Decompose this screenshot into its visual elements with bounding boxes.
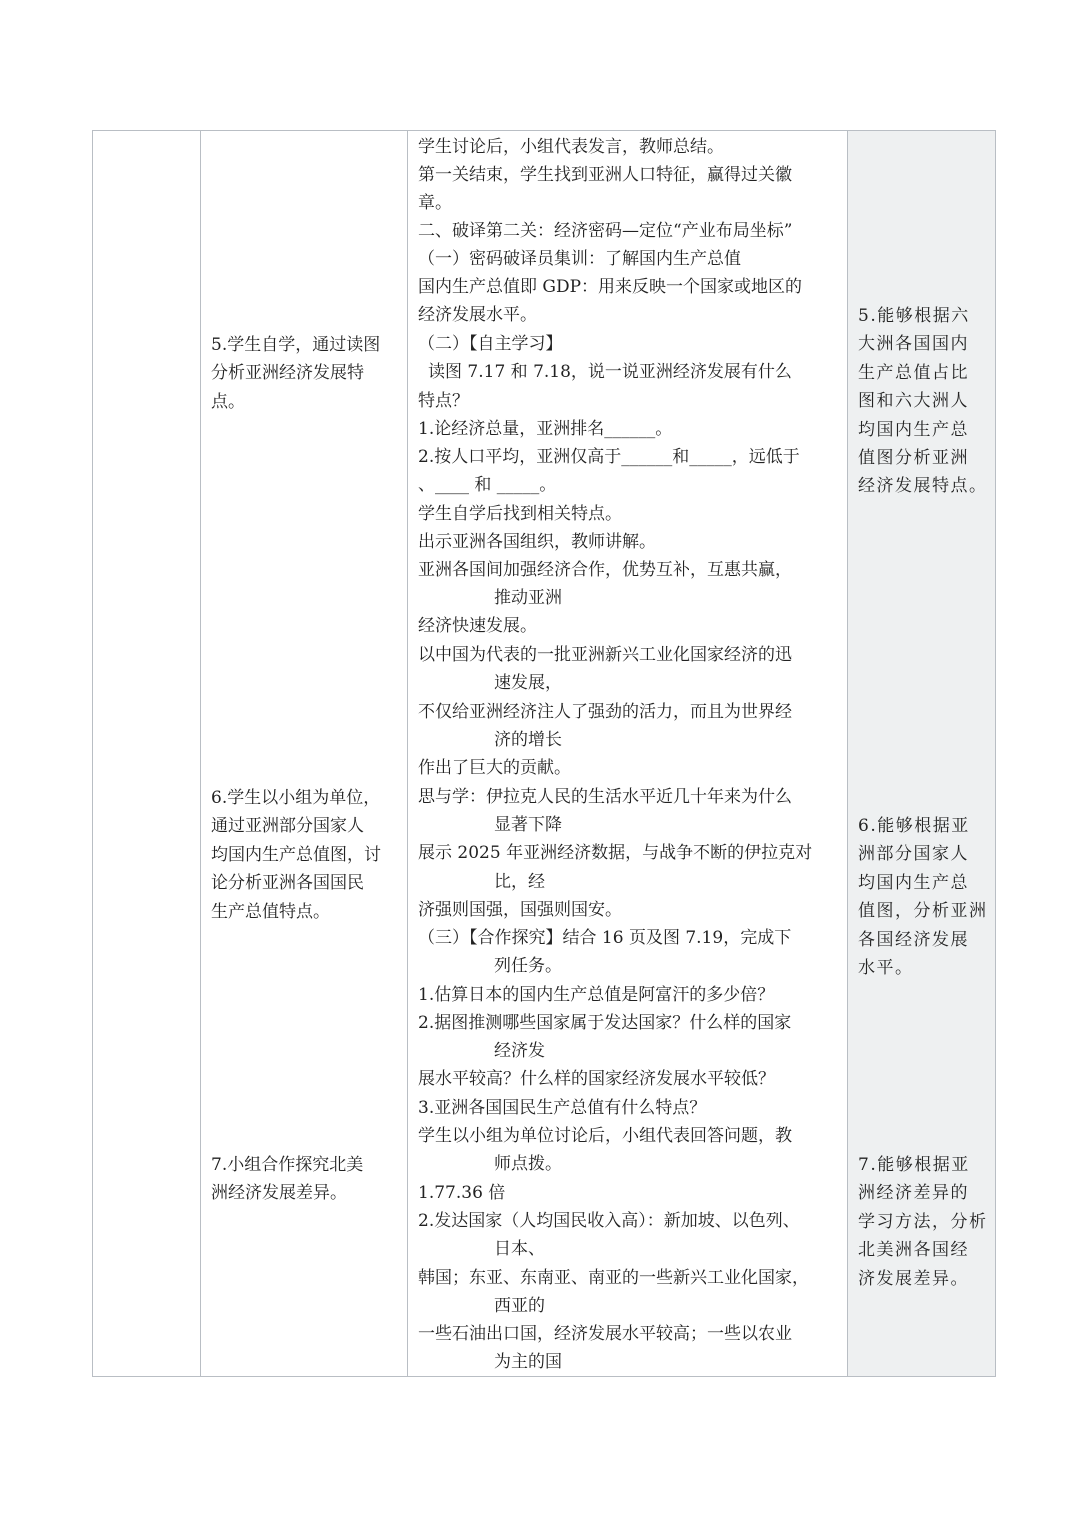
process-line: 经济发展水平。	[418, 305, 537, 325]
student-activity-column	[201, 131, 408, 1376]
process-line: 学生讨论后，小组代表发言，教师总结。	[418, 137, 724, 157]
process-line: 学生以小组为单位讨论后，小组代表回答问题，教	[418, 1126, 792, 1146]
process-line: 章。	[418, 193, 452, 213]
process-line: 第一关结束，学生找到亚洲人口特征，赢得过关徽	[418, 165, 792, 185]
learning-goal-column	[848, 131, 995, 1376]
learning-goal-6: 6.能够根据亚 洲部分国家人 均国内生产总 值图，分析亚洲 各国经济发展 水平。	[858, 816, 988, 979]
process-line: 济的增长	[494, 730, 562, 750]
subsection-heading: （二）【自主学习】	[418, 334, 563, 354]
answer-line: 为主的国	[494, 1352, 562, 1372]
process-line: 展示 2025 年亚洲经济数据，与战争不断的伊拉克对	[418, 843, 813, 863]
question-line: 3.亚洲各国国民生产总值有什么特点？	[418, 1098, 707, 1118]
process-line: 师点拨。	[494, 1154, 562, 1174]
process-line: 读图 7.17 和 7.18，说一说亚洲经济发展有什么	[428, 362, 792, 382]
process-line: 亚洲各国间加强经济合作，优势互补，互惠共赢，	[418, 560, 792, 580]
answer-line: 西亚的	[494, 1296, 545, 1316]
process-line: 学生自学后找到相关特点。	[418, 504, 622, 524]
process-line: 特点？	[418, 391, 469, 411]
answer-line: 日本、	[494, 1239, 545, 1259]
answer-line: 一些石油出口国，经济发展水平较高；一些以农业	[418, 1324, 792, 1344]
process-line: 思与学：伊拉克人民的生活水平近几十年来为什么	[418, 787, 792, 807]
process-line: 以中国为代表的一批亚洲新兴工业化国家经济的迅	[418, 645, 792, 665]
process-line: 推动亚洲	[494, 588, 562, 608]
answer-line: 韩国；东亚、东南亚、南亚的一些新兴工业化国家，	[418, 1268, 809, 1288]
process-line: 不仅给亚洲经济注人了强劲的活力，而且为世界经	[418, 702, 792, 722]
process-line: 速发展，	[494, 673, 562, 693]
learning-goal-7: 7.能够根据亚 洲经济差异的 学习方法，分析 北美洲各国经 济发展差异。	[858, 1155, 988, 1289]
process-line: 显著下降	[494, 815, 562, 835]
question-line: 2.按人口平均，亚洲仅高于______和_____，远低于	[418, 447, 800, 467]
question-line: 1.估算日本的国内生产总值是阿富汗的多少倍？	[418, 985, 775, 1005]
learning-goal-5: 5.能够根据六 大洲各国国内 生产总值占比 图和六大洲人 均国内生产总 值图分析亚洲 经济发展特点。	[858, 306, 988, 497]
student-activity-5: 5.学生自学，通过读图 分析亚洲经济发展特 点。	[211, 335, 381, 412]
answer-line: 2.发达国家（人均国民收入高）：新加坡、以色列、	[418, 1211, 800, 1231]
answer-line: 1.77.36 倍	[418, 1183, 506, 1203]
process-line: 列任务。	[494, 956, 562, 976]
process-line: 济强则国强，国强则国安。	[418, 900, 622, 920]
process-line: 国内生产总值即 GDP：用来反映一个国家或地区的	[418, 277, 803, 297]
process-line: 出示亚洲各国组织，教师讲解。	[418, 532, 656, 552]
process-line: 经济快速发展。	[418, 616, 537, 636]
question-line: 经济发	[494, 1041, 545, 1061]
student-activity-6: 6.学生以小组为单位， 通过亚洲部分国家人 均国内生产总值图，讨 论分析亚洲各国国民 生产总值特点。	[211, 788, 381, 922]
student-activity-7: 7.小组合作探究北美 洲经济发展差异。	[211, 1155, 364, 1204]
subsection-heading: （三）【合作探究】结合 16 页及图 7.19，完成下	[418, 928, 792, 948]
process-line: 作出了巨大的贡献。	[418, 758, 571, 778]
question-line: 展水平较高？什么样的国家经济发展水平较低？	[418, 1069, 775, 1089]
question-line: 2.据图推测哪些国家属于发达国家？什么样的国家	[418, 1013, 792, 1033]
table-column-empty	[93, 131, 201, 1376]
teaching-process-column	[408, 131, 848, 1376]
section-heading: 二、破译第二关：经济密码—定位“产业布局坐标”	[418, 221, 793, 241]
process-line: 比，经	[494, 872, 545, 892]
question-line: 、____ 和 _____。	[418, 475, 557, 495]
process-line: （一）密码破译员集训：了解国内生产总值	[418, 249, 741, 269]
lesson-plan-table	[92, 130, 996, 1377]
question-line: 1.论经济总量，亚洲排名______。	[418, 419, 673, 439]
